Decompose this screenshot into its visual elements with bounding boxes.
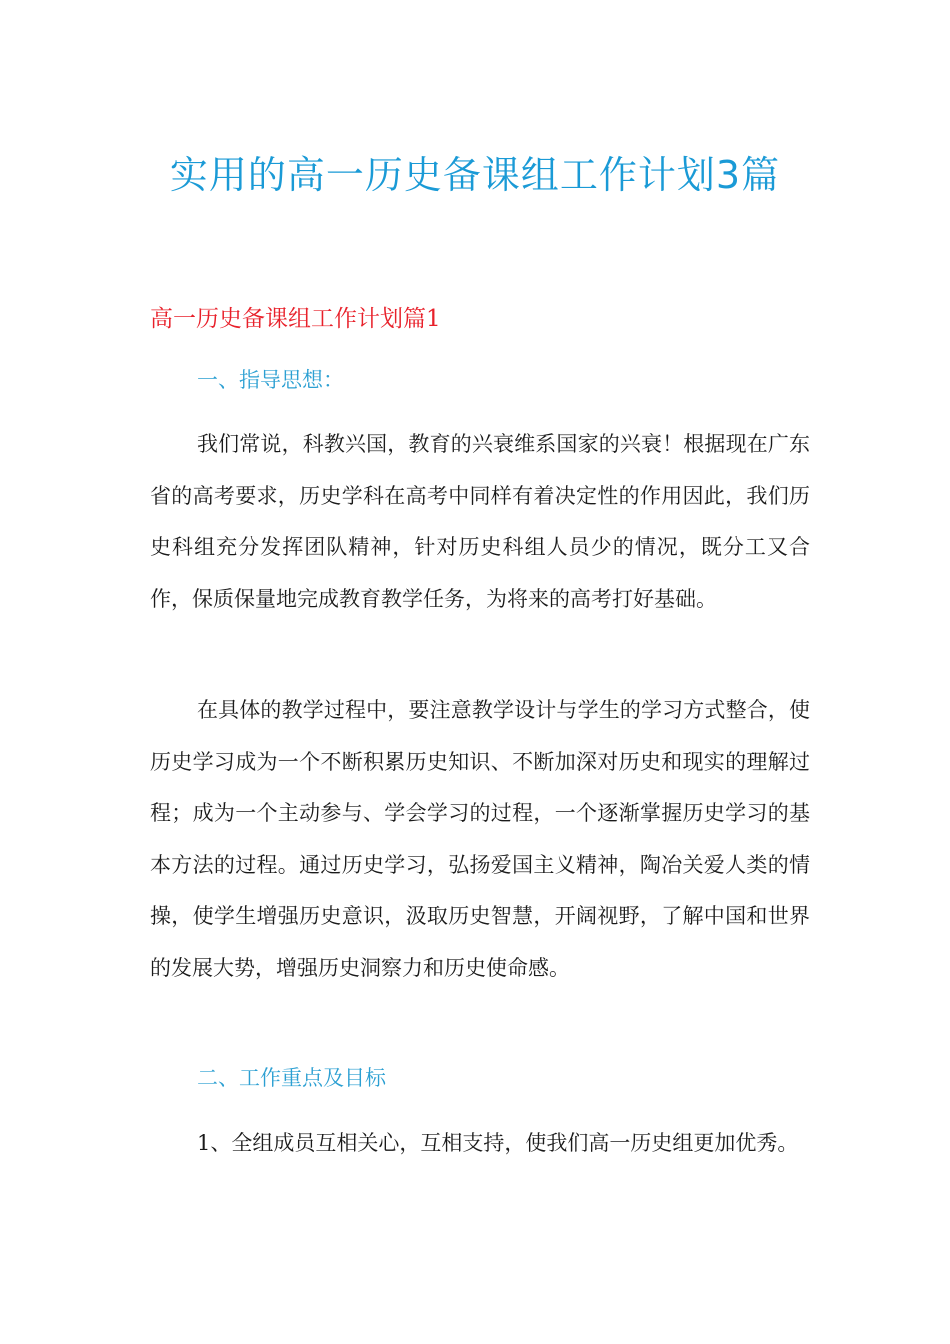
paragraph-teaching-process: 在具体的教学过程中，要注意教学设计与学生的学习方式整合，使历史学习成为一个不断积累历史知识、不断加深对历史和现实的理解过程；成为一个主动参与、学会学习的过程，一个逐渐掌握历史学习的基本方法的过程。通过历史学习，弘扬爱国主义精神，陶冶关爱人类的情操，使学生增强历史意识，汲取历史智慧，开阔视野，了解中国和世界的发展大势，增强历史洞察力和历史使命感。 <box>150 698 810 980</box>
section-title: 高一历史备课组工作计划篇1 <box>150 306 441 332</box>
heading-guiding-ideology: 一、指导思想： <box>197 368 344 392</box>
paragraph-item-1: 1、全组成员互相关心，互相支持，使我们高一历史组更加优秀。 <box>197 1131 799 1155</box>
document-title: 实用的高一历史备课组工作计划3篇 <box>169 153 781 197</box>
heading-work-focus: 二、工作重点及目标 <box>197 1066 386 1090</box>
paragraph-intro: 我们常说，科教兴国，教育的兴衰维系国家的兴衰！根据现在广东省的高考要求，历史学科在高考中同样有着决定性的作用因此，我们历史科组充分发挥团队精神，针对历史科组人员少的情况，既分工又合作，保质保量地完成教育教学任务，为将来的高考打好基础。 <box>150 432 810 611</box>
